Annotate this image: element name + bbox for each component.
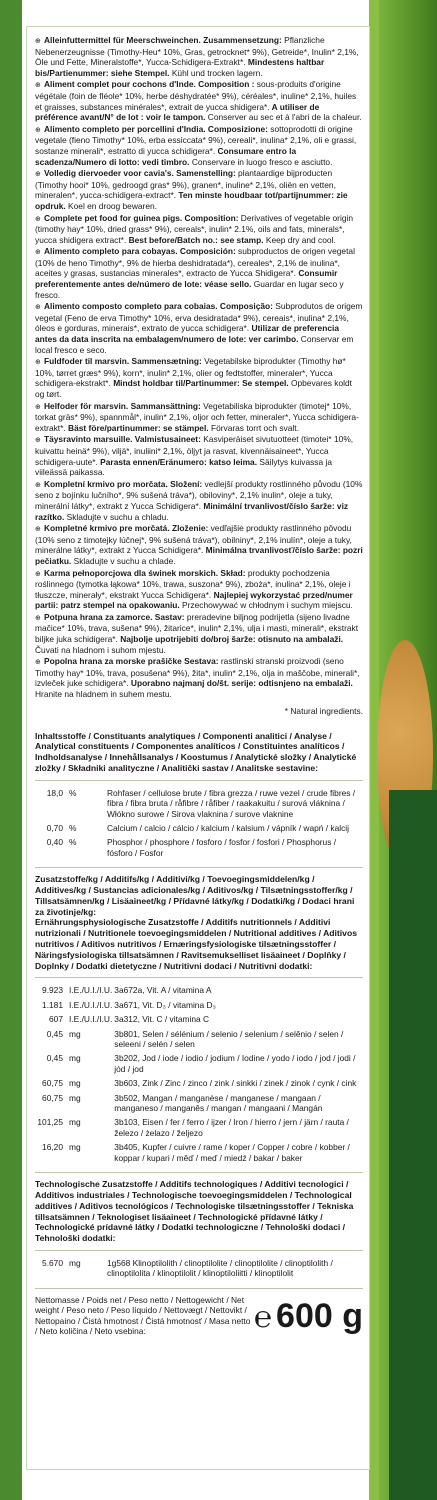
description-cell: 3b603, Zink / Zinc / zinco / zink / sinkki / zinek / zinok / cynk / cink xyxy=(114,1078,357,1089)
composition-body: preradevine biljnog podrijetla (sijeno livadne mačice* 10%, trava, sušena* 9%), žitarice*, inulin* 2,1%, ulja i masti, minerali*, ekstrakt biljke juka schidigera*. xyxy=(35,611,359,645)
value-cell: 0,45 xyxy=(46,1053,63,1064)
composition-paragraph xyxy=(35,79,363,122)
unit-cell: mg xyxy=(69,1092,81,1103)
language-flag-icon: ⊕ xyxy=(35,436,41,445)
net-weight-amount: 600 g xyxy=(276,1297,363,1336)
composition-storage: Opbevares koldt og tørt. xyxy=(35,378,352,399)
description-cell: 3a671, Vit. D₃ / vitamina D₃ xyxy=(114,999,216,1010)
composition-paragraph xyxy=(35,568,363,611)
value-cell: 101,25 xyxy=(37,1117,63,1128)
value-cell: 16,20 xyxy=(42,1142,63,1153)
composition-best-before: Ten minste houdbaar tot/partijnummer: zie opdruk. xyxy=(35,190,348,211)
composition-storage: Conserver au sec et à l'abri de la chaleur. xyxy=(205,112,362,123)
composition-storage: Guardar en lugar seco y fresco. xyxy=(35,279,344,300)
table-row xyxy=(35,822,363,836)
composition-body: sous-produits d'origine végétale (foin de fléole* 10%, herbe déshydratée* 9%), céréales*, inuline* 2,1%, huiles et graisses, substances minérales*, extrait de yucca shidigera*. xyxy=(35,79,357,112)
language-flag-icon: ⊕ xyxy=(35,480,41,489)
divider xyxy=(35,1172,363,1173)
composition-storage: Förvaras torrt och svalt. xyxy=(208,422,299,433)
description-cell: 3b405, Kupfer / cuivre / rame / koper / Copper / cobre / kobber / koppar / kupari / měď / meď / miedź / bakar / baker xyxy=(114,1142,350,1163)
analytical-table xyxy=(35,787,363,861)
composition-paragraph xyxy=(35,479,363,522)
net-weight-value xyxy=(254,1299,363,1335)
composition-paragraph xyxy=(35,124,363,167)
table-row xyxy=(35,1116,363,1141)
composition-storage: Conservare in luogo fresco e asciutto. xyxy=(189,156,333,167)
description-cell: 3b103, Eisen / fer / ferro / ijzer / Iron / hierro / jern / järn / rauta / železo / żelazo / željezo xyxy=(114,1117,349,1138)
description-cell: 3b202, Jod / iode / iodio / jodium / Iodine / yodo / iodo / jod / jodi / jód / jod xyxy=(114,1053,356,1074)
value-cell: 9.923 xyxy=(42,985,63,996)
right-dark-band xyxy=(389,790,437,1500)
composition-body: rastlinski stranski proizvodi (seno Timothy hay* 10%, trava, posušena* 9%), žita*, inulin* 2,1%, olja in maščobe, minerali*, izvleček juke schidigera*. xyxy=(35,656,360,689)
composition-storage: Keep dry and cool. xyxy=(263,234,336,245)
language-flag-icon: ⊕ xyxy=(35,525,41,534)
analytical-title: Inhaltsstoffe / Constituants analytiques / Componenti analitici / Analyse / Analytical constituents / Componentes analíticos / Constituintes analíticos / Indholdsanalyse / Innehållsanalys / Koostumus / Analytické složky / Analytické zložky / Składniki analityczne / Analitički sastav / Analitske sestavine: xyxy=(35,730,357,774)
unit-cell: mg xyxy=(69,1078,81,1089)
additives-table xyxy=(35,984,363,1166)
language-flag-icon: ⊕ xyxy=(35,81,41,90)
composition-lead: Kompletní krmivo pro morčata. Složení: xyxy=(44,478,203,489)
unit-cell: mg xyxy=(69,1028,81,1039)
language-flag-icon: ⊕ xyxy=(35,358,41,367)
composition-best-before: Consumare entro la scadenza/Numero di lotto: vedi timbro. xyxy=(35,145,297,167)
table-row xyxy=(35,1013,363,1027)
language-flag-icon: ⊕ xyxy=(35,613,41,622)
net-weight-row xyxy=(35,1295,363,1337)
table-row xyxy=(35,836,363,861)
composition-lead: Alimento completo para cobayas. Composición: xyxy=(44,246,236,257)
value-cell: 18,0 xyxy=(46,787,63,798)
divider xyxy=(35,977,363,978)
natural-ingredients-note: * Natural ingredients. xyxy=(284,705,363,716)
composition-paragraph xyxy=(35,612,363,655)
language-flag-icon: ⊕ xyxy=(35,569,41,578)
composition-paragraph xyxy=(35,213,363,246)
composition-storage: Conservar em local fresco e seco. xyxy=(35,334,354,355)
composition-list xyxy=(35,35,363,700)
divider xyxy=(35,1288,363,1289)
nutritional-additives-title: Ernährungsphysiologische Zusatzstoffe / Additifs nutritionnels / Additivi nutrizionali / Nutritionele toevoegingsmiddelen / Nutritional additives / Aditivos nutritivos / Aditivos nutritivos / Ernæringsfysiologiske tilsætningsstoffer / Näringsfysiologiska tillsatsämnen / Ravitsemukselliset lisäaineet / Doplňky / Doplnky / Dodatki dietetyczne / Nutritivni dodaci / Nutritivni dodatki: xyxy=(35,917,357,971)
language-flag-icon: ⊕ xyxy=(35,658,41,667)
description-cell: Calcium / calcio / cálcio / kalcium / kalsium / vápník / wapń / kalcij xyxy=(107,823,350,834)
composition-storage: Hranite na hladnem in suhem mestu. xyxy=(35,689,172,700)
description-cell: 3a672a, Vit. A / vitamina A xyxy=(114,985,212,996)
composition-lead: Alimento completo per porcellini d'India. Composizione: xyxy=(44,123,268,134)
composition-body: plantaardige bijproducten (Timothy hooi* 10%, gedroogd gras* 9%), granen*, inuline* 2,1%, oliën en vetten, mineralen*, yucca-schidigera-extract*. xyxy=(35,168,336,201)
composition-best-before: Utilizar de preferencia antes da data inscrita na embalagem/numero de lote: ver carimbo. xyxy=(35,323,339,345)
composition-best-before: Najbolje upotrijebiti do/broj šarže: otisnuto na ambalaži. xyxy=(117,634,344,645)
composition-body: produkty pochodzenia roślinnego (tymotka łąkowa* 10%, trawa, suszona* 9%), zboża*, inulina* 2,1%, oleje i tłuszcze, minerały*, ekstrakt Yucca Schidigera*. xyxy=(35,567,351,600)
composition-storage: Skladujte v suchu a chladu. xyxy=(64,511,169,522)
unit-cell: mg xyxy=(69,1142,81,1153)
composition-lead: Aliment complet pour cochons d'Inde. Composition : xyxy=(44,79,255,90)
composition-storage: Skladujte v suchu a chlade. xyxy=(71,555,176,566)
composition-body: Pflanzliche Nebenerzeugnisse (Timothy-Heu* 10%, Gras, getrocknet* 9%), Getreide*, Inulin* 2,1%, Öle und Fette, Mineralstoffe*, Yucca-Schidigera-Extrakt*. xyxy=(35,35,359,68)
composition-storage: Säilytys kuivassa ja viileässä paikassa. xyxy=(35,456,332,478)
unit-cell: mg xyxy=(69,1117,81,1128)
composition-best-before: Consumir preferentemente antes de/número de lote: véase sello. xyxy=(35,268,338,290)
table-row xyxy=(35,1077,363,1091)
divider xyxy=(35,1250,363,1251)
unit-cell: % xyxy=(69,837,77,848)
language-flag-icon: ⊕ xyxy=(35,170,41,179)
composition-best-before: Best before/Batch no.: see stamp. xyxy=(126,234,264,245)
language-flag-icon: ⊕ xyxy=(35,37,41,45)
composition-paragraph xyxy=(35,168,363,211)
composition-body: sottoprodotti di origine vegetale (fieno Timothy* 10%, erba essiccata* 9%), cereali*, inulina* 2,1%, oli e grassi, sostanze minerali*, estratto di yucca schidigera*. xyxy=(35,123,357,156)
technological-table xyxy=(35,1257,363,1282)
technological-title: Technologische Zusatzstoffe / Additifs technologiques / Additivi tecnologici / Additivos industriales / Technologische toevoegingsmiddelen / Technological additives / Aditivos tecnológicos / Technologiske tilsætningsstoffer / Tekniska tillsatsämnen / Teknologiset lisäaineet / Technologické přídavné látky / Technologické prídavné látky / Dodatki technologiczne / Tehnološki dodaci / Tehnološki dodatki: xyxy=(35,1179,354,1244)
left-green-band xyxy=(0,0,22,1500)
table-row xyxy=(35,1052,363,1077)
value-cell: 1.181 xyxy=(42,999,63,1010)
composition-body: vedlejší produkty rostlinného původu (10% seno z bojínku lučního*, 9% sušená tráva*), obiloviny*, 2,1% inulin*, oleje a tuky, minerální látky*, extrakt z Yucca Schidigera*. xyxy=(35,478,363,511)
composition-storage: Čuvati na hladnom i suhom mjestu. xyxy=(35,644,166,655)
composition-paragraph xyxy=(35,656,363,699)
composition-best-before: Parasta ennen/Eränumero: katso leima. xyxy=(97,456,258,467)
language-flag-icon: ⊕ xyxy=(35,402,41,411)
value-cell: 60,75 xyxy=(42,1078,63,1089)
unit-cell: I.E./U.I./I.U. xyxy=(69,1014,113,1025)
description-cell: 3b801, Selen / sélénium / selenio / selenium / selênio / selen / seleeni / selén / selen xyxy=(114,1028,344,1050)
value-cell: 0,70 xyxy=(46,823,63,834)
language-flag-icon: ⊕ xyxy=(35,214,41,223)
composition-paragraph xyxy=(35,35,363,78)
composition-paragraph xyxy=(35,246,363,300)
composition-lead: Alleinfuttermittel für Meerschweinchen. Zusammensetzung: xyxy=(44,35,282,45)
composition-body: subproductos de origen vegetal (10% de heno Timothy*, 9% de hierba deshidratada*), cereales*, 2,1% de inulina*, aceites y grasas, sustancias minerales*, extracto de Yucca Shidigera*. xyxy=(35,246,355,279)
unit-cell: I.E./U.I./I.U. xyxy=(69,985,113,996)
composition-lead: Alimento composto completo para cobaias. Composição: xyxy=(44,301,273,312)
value-cell: 0,45 xyxy=(46,1028,63,1039)
composition-paragraph xyxy=(35,301,363,355)
label-panel xyxy=(26,26,370,1470)
description-cell: 3b502, Mangan / manganèse / manganese / mangaan / manganeso / manganês / mangan / mangaani / Mangán xyxy=(114,1092,323,1114)
unit-cell: % xyxy=(69,787,77,798)
unit-cell: I.E./U.I./I.U. xyxy=(69,999,113,1010)
composition-best-before: Minimálna trvanlivosť/číslo šarže: pozri pečiatku. xyxy=(35,545,363,566)
value-cell: 0,40 xyxy=(46,837,63,848)
composition-paragraph xyxy=(35,434,363,477)
composition-body: Vegetabiliska biprodukter (timotej* 10%, torkat gräs* 9%), spannmål*, inulin* 2,1%, oljor och fetter, mineraler*, Yucca schidigera-extrakt*. xyxy=(35,400,359,433)
composition-paragraph xyxy=(35,401,363,434)
composition-lead: Volledig diervoeder voor cavia's. Samenstelling: xyxy=(44,168,236,179)
table-row xyxy=(35,984,363,998)
table-row xyxy=(35,787,363,822)
estimated-sign: ℮ xyxy=(254,1301,273,1335)
description-cell: 1g568 Klinoptilolith / clinoptilolite / clinoptilolite / clinoptilolith / clinoptilolita / klinoptilolit / klinoptiloliitti / klinoptilolit xyxy=(107,1257,333,1279)
composition-storage: Przechowywać w chłodnym i suchym miejscu. xyxy=(179,600,353,611)
composition-best-before: Bäst före/partinummer: se stämpel. xyxy=(65,422,209,433)
composition-body: vedľajšie produkty rastlinného pôvodu (10% seno z timotejky lúčnej*, 9% sušená tráva*), obilniny*, 2,1% inulín*, oleje a tuky, minerálne látky*, extrakt z Yucca Schidigera*. xyxy=(35,523,352,556)
value-cell: 607 xyxy=(49,1014,63,1025)
unit-cell: mg xyxy=(69,1257,81,1268)
additives-title: Zusatzstoffe/kg / Additifs/kg / Additivi/kg / Toevoegingsmiddelen/kg / Additives/kg / Sustancias adicionales/kg / Aditivos/kg / Tilsætningsstoffer/kg / Tillsatsämnen/kg / Lisäaineet/kg / Přídavné látky/kg / Dodatki/kg / Dodaci hrani za životinje/kg: xyxy=(35,874,355,917)
net-weight-label: Nettomasse / Poids net / Peso netto / Nettogewicht / Net weight / Peso neto / Peso líquido / Nettovægt / Nettovikt / Nettopaino / Čistá hmotnost / Čistá hmotnosť / Masa netto / Neto količina / Neto vsebina: xyxy=(35,1294,251,1337)
composition-paragraph xyxy=(35,523,363,566)
value-cell: 5.670 xyxy=(42,1257,63,1268)
composition-best-before: A utiliser de préférence avant/N° de lot : voir le tampon. xyxy=(35,101,320,123)
composition-body: Subprodutos de origem vegetal (Feno de erva Timothy* 10%, erva desidratada* 9%), cereais*, inulina* 2,1%, óleos e gorduras, minerais*, extrato de yucca schidigera*. xyxy=(35,301,363,334)
composition-best-before: Minimální trvanlivost/číslo šarže: viz razítko. xyxy=(35,500,349,522)
divider xyxy=(35,780,363,781)
divider xyxy=(35,867,363,868)
composition-body: Derivatives of vegetable origin (timothy hay* 10%, dried grass* 9%), cereals*, inulin* 2.1%, oils and fats, minerals*, yucca shidigera extract*. xyxy=(35,212,354,245)
composition-lead: Popolna hrana za morske prašičke Sestava: xyxy=(44,656,219,667)
composition-lead: Karma pełnoporcjowa dla świnek morskich. Skład: xyxy=(44,567,246,578)
table-row xyxy=(35,1257,363,1282)
language-flag-icon: ⊕ xyxy=(35,303,41,312)
composition-lead: Potpuna hrana za zamorce. Sastav: xyxy=(44,611,185,622)
composition-lead: Kompletné krmivo pre morčatá. Zloženie: xyxy=(44,523,209,534)
value-cell: 60,75 xyxy=(42,1092,63,1103)
composition-storage: Koel en droog bewaren. xyxy=(65,200,157,211)
label-content xyxy=(35,35,363,1337)
composition-lead: Täysravinto marsuille. Valmistusaineet: xyxy=(44,434,201,445)
composition-paragraph xyxy=(35,356,363,399)
unit-cell: mg xyxy=(69,1053,81,1064)
description-cell: 3a312, Vit. C / vitamina C xyxy=(114,1014,210,1025)
language-flag-icon: ⊕ xyxy=(35,125,41,134)
composition-lead: Fuldfoder til marsvin. Sammensætning: xyxy=(44,356,202,367)
composition-best-before: Uporabno najmanj do/št. serije: odtisnjeno na embalaži. xyxy=(128,678,353,689)
table-row xyxy=(35,999,363,1013)
composition-body: Vegetabilske biprodukter (Timothy hø* 10%, tørret græs* 9%), korn*, inulin* 2,1%, olier og fedtstoffer, mineraler*, Yucca schidigera-ekstrakt*. xyxy=(35,356,346,389)
composition-body: Kasviperäiset sivutuotteet (timotei* 10%, kuivattu heinä* 9%), viljä*, inuliini* 2,1%, öljyt ja rasvat, kivennäisaineet*, Yucca schidigera-uute*. xyxy=(35,434,354,467)
composition-lead: Complete pet food for guinea pigs. Composition: xyxy=(44,212,239,223)
composition-best-before: Mindestens haltbar bis/Partienummer: siehe Stempel. xyxy=(35,57,325,78)
table-row xyxy=(35,1028,363,1053)
composition-storage: Kühl und trocken lagern. xyxy=(169,67,263,78)
unit-cell: % xyxy=(69,823,77,834)
composition-best-before: Mindst holdbar til/Partinummer: Se stempel. xyxy=(110,378,289,389)
composition-best-before: Najlepiej wykorzystać przed/numer partii: patrz stempel na opakowaniu. xyxy=(35,589,353,611)
table-row xyxy=(35,1141,363,1166)
composition-lead: Helfoder för marsvin. Sammansättning: xyxy=(44,400,201,411)
description-cell: Rohfaser / cellulose brute / fibra grezza / ruwe vezel / crude fibres / fibra / fibra bruta / råfibre / råfiber / raakakuitu / surová vláknina / Włókno surowe / Sirova vlaknina / surove vlaknine xyxy=(107,787,356,819)
table-row xyxy=(35,1092,363,1117)
language-flag-icon: ⊕ xyxy=(35,248,41,257)
description-cell: Phosphor / phosphore / fosforo / fosfor / fosfori / Phosphorus / fósforo / Fosfor xyxy=(107,837,337,858)
